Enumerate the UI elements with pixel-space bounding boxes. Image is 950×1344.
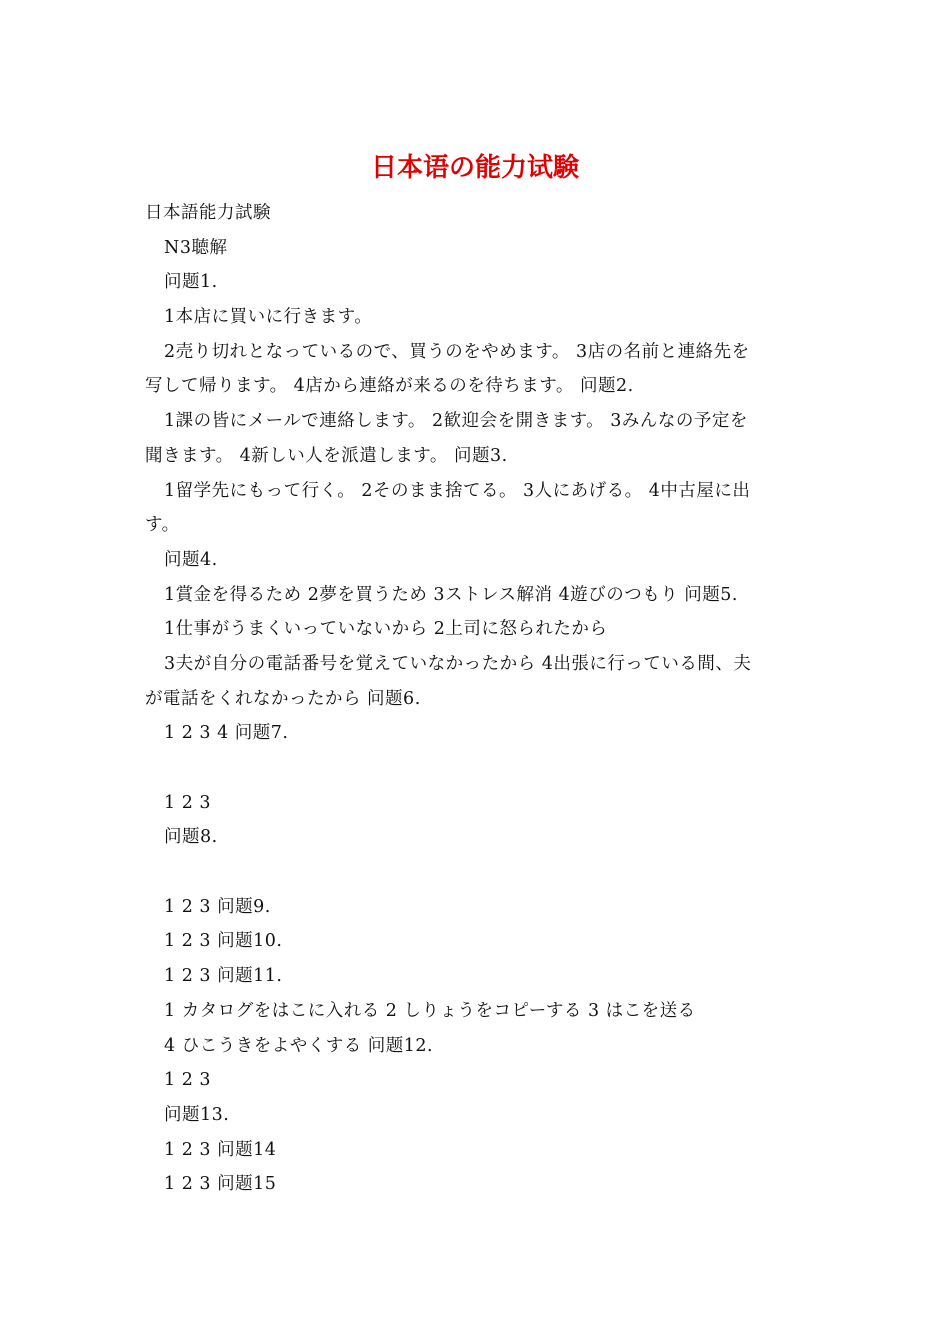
text-line: 1 2 3 bbox=[164, 792, 212, 813]
text-line: 4 ひこうきをよやくする 问题12. bbox=[164, 1035, 434, 1056]
blank-line bbox=[145, 855, 805, 890]
text-line: 1 2 3 问题15 bbox=[164, 1174, 277, 1195]
text-line: 1 2 3 问题11. bbox=[164, 966, 283, 987]
document-body bbox=[145, 196, 805, 1202]
text-line: 2売り切れとなっているので、買うのをやめます。 3店の名前と連絡先を bbox=[164, 341, 750, 362]
page-title: 日本语の能力试験 bbox=[370, 153, 579, 183]
text-line: 1賞金を得るため 2夢を買うため 3ストレス解消 4遊びのつもり 问题5. bbox=[164, 584, 738, 605]
text-line: 问题13. bbox=[164, 1104, 230, 1125]
text-line: 日本語能力試験 bbox=[145, 203, 271, 223]
text-line: 1 2 3 问题9. bbox=[164, 896, 271, 917]
text-line: 1 カタログをはこに入れる 2 しりょうをコピーする 3 はこを送る bbox=[164, 1000, 696, 1021]
text-line: 1留学先にもって行く。 2そのまま捨てる。 3人にあげる。 4中古屋に出 bbox=[164, 480, 751, 501]
text-line: 1課の皆にメールで連絡します。 2歓迎会を開きます。 3みんなの予定を bbox=[164, 411, 748, 432]
text-line: N3聴解 bbox=[164, 237, 228, 258]
text-line: す。 bbox=[145, 515, 180, 536]
text-line: 1 2 3 问题10. bbox=[164, 931, 283, 952]
text-line: 写して帰ります。 4店から連絡が来るのを待ちます。 问题2. bbox=[145, 376, 634, 397]
text-line: 问题4. bbox=[164, 549, 218, 570]
text-line: 1 2 3 问题14 bbox=[164, 1139, 277, 1160]
text-line: 聞きます。 4新しい人を派遣します。 问题3. bbox=[145, 445, 508, 466]
text-line: 问题8. bbox=[164, 827, 218, 848]
text-line: 问题1. bbox=[164, 272, 218, 293]
text-line: 1 2 3 bbox=[164, 1070, 212, 1091]
text-line: 1 2 3 4 问题7. bbox=[164, 723, 289, 744]
text-line: 1本店に買いに行きます。 bbox=[164, 307, 373, 328]
blank-line bbox=[145, 751, 805, 786]
text-line: 3夫が自分の電話番号を覚えていなかったから 4出張に行っている間、夫 bbox=[164, 653, 752, 674]
text-line: が電話をくれなかったから 问题6. bbox=[145, 688, 421, 709]
text-line: 1仕事がうまくいっていないから 2上司に怒られたから bbox=[164, 619, 608, 640]
